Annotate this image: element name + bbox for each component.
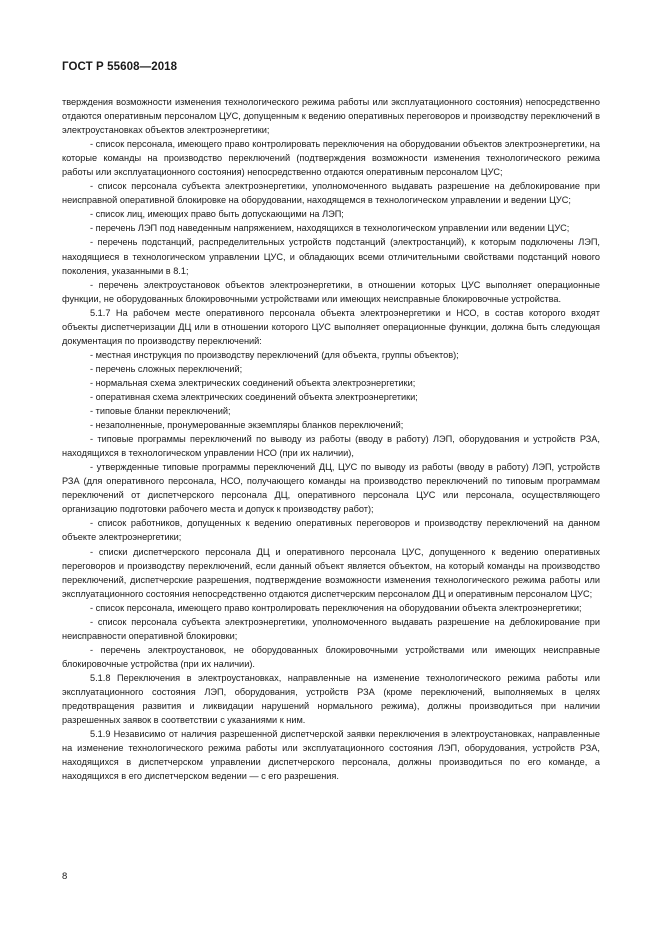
list-item: - перечень ЛЭП под наведенным напряжением, находящихся в технологическом управлении или ведении ЦУС; — [90, 223, 570, 234]
paragraph: тверждения возможности изменения технологического режима работы или эксплуатационного состояния) непосредственно отдаются оперативным персоналом ЦУС, допущенным к ведению оперативных переговоров и производству переключений в электроустановках объектов электроэнергетики; — [62, 97, 600, 136]
list-item: - утвержденные типовые программы переключений ДЦ, ЦУС по выводу из работы (вводу в работу) ЛЭП, устройств РЗА (для оперативного персонала, НСО, получающего команды на производство переключений по типовым программам переключений от диспетчерского персонала ДЦ, оперативного персонала ЦУС или персонала, осуществляющего организацию подготовки рабочего места и допуск к производству работ); — [62, 462, 600, 515]
list-item: - список персонала, имеющего право контролировать переключения на оборудовании объектов электроэнергетики, на которые команды на производство переключений (подтверждения возможности изменения технологического режима работы или эксплуатационного состояния) непосредственно отдаются оперативным персоналом ЦУС; — [62, 139, 600, 178]
list-item: - оперативная схема электрических соединений объекта электроэнергетики; — [90, 391, 418, 402]
clause-5-1-8: 5.1.8 Переключения в электроустановках, направленные на изменение технологического режима работы или эксплуатационного состояния ЛЭП, оборудования, устройств РЗА (кроме переключений, выполняемых в целях предотвращения развития и ликвидации нарушений нормального режима), должны производиться при наличии разрешенных заявок в соответствии с указаниями к ним. — [62, 672, 600, 726]
clause-5-1-7: 5.1.7 На рабочем месте оперативного персонала объекта электроэнергетики и НСО, в состав которого входят объекты диспетчеризации ДЦ или в отношении которого ЦУС выполняет операционные функции, должна быть следующая документация по производству переключений: — [62, 307, 600, 346]
clause-5-1-9: 5.1.9 Независимо от наличия разрешенной диспетчерской заявки переключения в электроустановках, направленные на изменение технологического режима работы или эксплуатационного состояния ЛЭП, оборудования, устройств РЗА, находящихся в диспетчерском управлении диспетчерского персонала, должны производиться по его команде, а находящихся в его диспетчерском ведении — с его разрешения. — [62, 729, 600, 782]
list-item: - список персонала субъекта электроэнергетики, уполномоченного выдавать разрешение на деблокирование при неисправности оперативной блокировки; — [62, 616, 600, 641]
list-item: - нормальная схема электрических соединений объекта электроэнергетики; — [90, 377, 416, 388]
list-item: - список работников, допущенных к ведению оперативных переговоров и производству переключений на данном объекте электроэнергетики; — [62, 518, 600, 543]
list-item: - местная инструкция по производству переключений (для объекта, группы объектов); — [90, 349, 459, 360]
list-item: - незаполненные, пронумерованные экземпляры бланков переключений; — [90, 420, 404, 431]
page-number: 8 — [62, 871, 68, 882]
list-item: - перечень электроустановок объектов электроэнергетики, в отношении которых ЦУС выполняет операционные функции, не оборудованных блокировочными устройствами или имеющих неисправные блокировочные устройства. — [62, 279, 600, 304]
list-item: - перечень подстанций, распределительных устройств подстанций (электростанций), к которым подключены ЛЭП, находящиеся в технологическом управлении ЦУС, и обладающих всеми отличительными свойствами подстанций нового поколения, указанными в 8.1; — [62, 237, 600, 276]
list-item: - перечень сложных переключений; — [90, 363, 243, 374]
list-item: - список персонала субъекта электроэнергетики, уполномоченного выдавать разрешение на деблокирование при неисправной оперативной блокировке на оборудовании, находящемся в технологическом управлении и ведении ЦУС; — [62, 181, 600, 206]
list-item: - списки диспетчерского персонала ДЦ и оперативного персонала ЦУС, допущенного к ведению оперативных переговоров и производству переключений, если данный объект является объектом, на который команды на производство переключений, диспетчерские разрешения, подтверждение возможности изменения технологического режима работы или эксплуатационного состояния непосредственно отдаются диспетчерским персоналом ДЦ и оперативным персоналом ЦУС; — [62, 546, 600, 599]
list-item: - перечень электроустановок, не оборудованных блокировочными устройствами или имеющих неисправные блокировочные устройства (при их наличии). — [62, 644, 600, 669]
document-header: ГОСТ Р 55608—2018 — [62, 61, 178, 73]
list-item: - список лиц, имеющих право быть допускающими на ЛЭП; — [90, 209, 344, 220]
list-item: - типовые бланки переключений; — [90, 406, 231, 417]
list-item: - типовые программы переключений по выводу из работы (вводу в работу) ЛЭП, оборудования и устройств РЗА, находящихся в технологическом управлении НСО (при их наличии), — [62, 434, 600, 459]
list-item: - список персонала, имеющего право контролировать переключения на оборудовании объекта электроэнергетики; — [90, 602, 582, 613]
document-body — [62, 95, 600, 783]
